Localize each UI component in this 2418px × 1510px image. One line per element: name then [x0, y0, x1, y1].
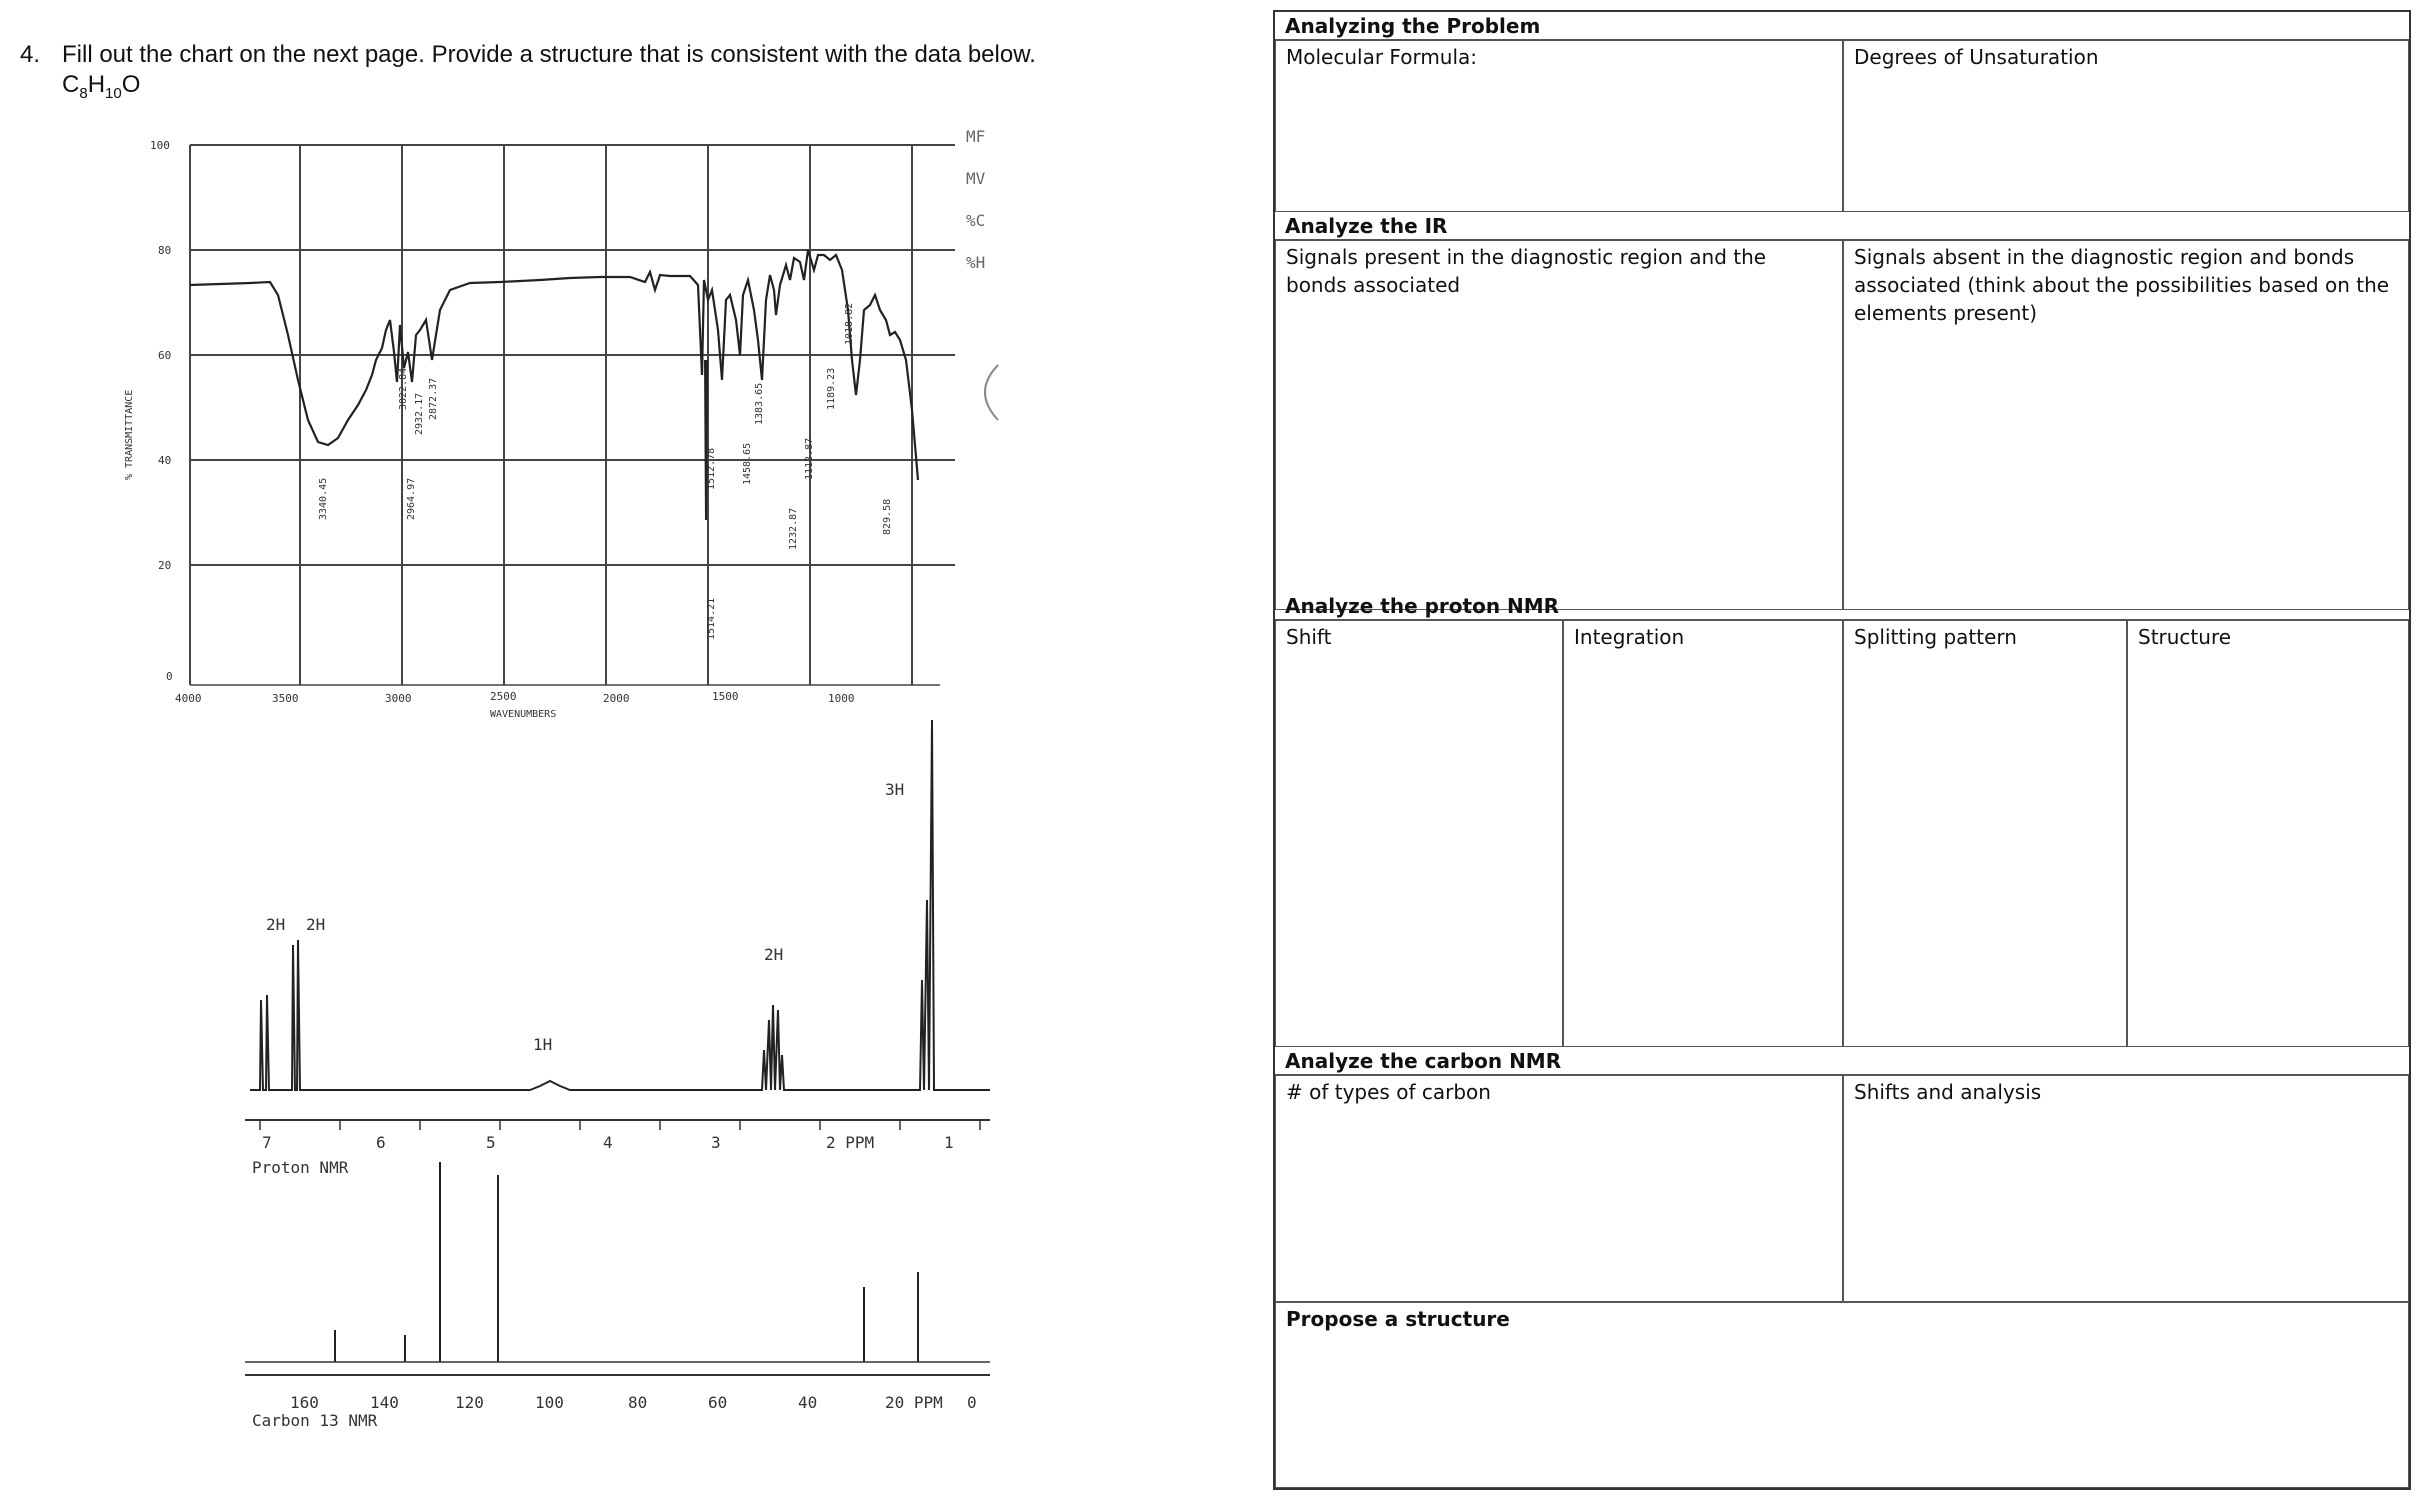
- ir-y-tick: 60: [158, 349, 172, 362]
- propose-structure-label: Propose a structure: [1286, 1307, 1510, 1331]
- integration-label: Integration: [1574, 625, 1685, 649]
- ir-y-tick: 20: [158, 559, 172, 572]
- proton-nmr: [230, 720, 1010, 1190]
- formula-h: H: [87, 71, 106, 98]
- ir-x-tick: 1500: [712, 690, 739, 703]
- molecular-formula: [62, 70, 140, 109]
- ir-peak-label: 2964.97: [406, 477, 417, 520]
- ir-side-label: MV: [966, 169, 986, 188]
- proton-x-tick: 4: [603, 1133, 613, 1152]
- splitting-cell[interactable]: [1843, 620, 2127, 1047]
- question-number: 4.: [20, 41, 41, 68]
- ir-peak-label: 3340.45: [318, 477, 329, 520]
- ir-peak-label: 2932.17: [414, 392, 425, 435]
- shift-cell[interactable]: [1275, 620, 1563, 1047]
- proton-x-tick: 1: [944, 1133, 954, 1152]
- molecular-formula-label: Molecular Formula:: [1286, 45, 1478, 69]
- propose-structure-cell[interactable]: [1275, 1302, 2409, 1488]
- proton-header: Analyze the proton NMR: [1275, 592, 2409, 620]
- analyzing-header: Analyzing the Problem: [1275, 12, 2409, 40]
- ir-x-tick: 2500: [490, 690, 517, 703]
- proton-ticks: [260, 1120, 980, 1130]
- ir-peak-label: 1112.87: [804, 437, 815, 480]
- ir-peak-label: 1232.87: [788, 507, 799, 550]
- carbon-x-ticks: [290, 1393, 977, 1412]
- ir-peak-label: 1383.65: [754, 382, 765, 425]
- question-text: Fill out the chart on the next page. Provide a structure that is consistent with the data below.: [62, 41, 1036, 68]
- proton-x-tick: 6: [376, 1133, 386, 1152]
- ir-side-label: MF: [966, 127, 986, 146]
- ir-peak-label: 1514.21: [706, 597, 717, 640]
- types-carbon-label: # of types of carbon: [1286, 1080, 1491, 1104]
- carbon-nmr: [230, 1150, 1010, 1440]
- ir-present-cell[interactable]: [1275, 240, 1843, 610]
- ir-x-tick: 4000: [175, 692, 202, 705]
- integration-label: 3H: [885, 780, 905, 799]
- ir-y-axis-label: % TRANSMITTANCE: [124, 389, 135, 480]
- types-carbon-cell[interactable]: [1275, 1075, 1843, 1302]
- ir-absent-cell[interactable]: [1843, 240, 2409, 610]
- carbon-x-tick: 100: [535, 1393, 564, 1412]
- ir-spectrum: [100, 120, 1000, 730]
- molecular-formula-cell[interactable]: [1275, 40, 1843, 212]
- ir-x-tick: 3500: [272, 692, 299, 705]
- ir-side-label: %H: [966, 253, 986, 272]
- formula-c-count: 8: [79, 84, 88, 102]
- formula-h-count: 10: [105, 84, 122, 102]
- proton-x-tick: 3: [711, 1133, 721, 1152]
- shifts-analysis-label: Shifts and analysis: [1854, 1080, 2042, 1104]
- ir-header: Analyze the IR: [1275, 212, 2409, 240]
- ir-peak-label: 1189.23: [826, 367, 837, 410]
- carbon-x-tick: 20 PPM: [885, 1393, 943, 1412]
- ir-x-axis-label: WAVENUMBERS: [490, 709, 557, 720]
- ir-present-label: Signals present in the diagnostic region and the bonds associated: [1286, 245, 1767, 297]
- integration-label: 2H: [306, 915, 326, 934]
- ir-peak-label: 1018.82: [844, 302, 855, 345]
- ir-absent-label: Signals absent in the diagnostic region and bonds associated (think about the possibilities based on the elements present): [1854, 245, 2390, 325]
- ir-cropped-paren: [985, 365, 998, 420]
- proton-integrations: [266, 780, 904, 1054]
- ir-side-labels: [966, 127, 986, 272]
- carbon-x-tick: 140: [370, 1393, 399, 1412]
- ir-y-tick: 100: [150, 139, 170, 152]
- carbon-x-tick: 120: [455, 1393, 484, 1412]
- proton-trace: [250, 720, 990, 1090]
- worksheet: [1273, 10, 2411, 1490]
- integration-label: 1H: [533, 1035, 553, 1054]
- carbon-x-tick: 40: [798, 1393, 818, 1412]
- structure-label: Structure: [2138, 625, 2232, 649]
- integration-label: 2H: [764, 945, 784, 964]
- carbon-header: Analyze the carbon NMR: [1275, 1047, 2409, 1075]
- ir-y-axis: [150, 139, 173, 683]
- integration-cell[interactable]: [1563, 620, 1843, 1047]
- ir-peak-label: 829.58: [882, 498, 893, 535]
- ir-dip-1514: [705, 360, 707, 520]
- carbon-peaks: [335, 1162, 918, 1362]
- ir-x-axis: [175, 690, 855, 705]
- carbon-x-tick: 60: [708, 1393, 728, 1412]
- degrees-unsaturation-label: Degrees of Unsaturation: [1854, 45, 2099, 69]
- proton-nmr-label: Proton NMR: [252, 1158, 349, 1177]
- proton-x-tick: 5: [486, 1133, 496, 1152]
- ir-grid: [190, 145, 955, 685]
- carbon-x-tick: 160: [290, 1393, 319, 1412]
- ir-peak-label: 2872.37: [428, 377, 439, 420]
- formula-o: O: [121, 71, 141, 98]
- ir-peak-label: 3022.84: [398, 367, 409, 410]
- ir-side-label: %C: [966, 211, 986, 230]
- carbon-x-tick: 0: [967, 1393, 977, 1412]
- shift-label: Shift: [1286, 625, 1332, 649]
- ir-y-tick: 0: [166, 670, 173, 683]
- ir-y-tick: 40: [158, 454, 172, 467]
- ir-peak-label: 1458.65: [742, 442, 753, 485]
- carbon-x-tick: 80: [628, 1393, 648, 1412]
- ir-y-tick: 80: [158, 244, 172, 257]
- ir-x-tick: 3000: [385, 692, 412, 705]
- proton-x-tick: 2 PPM: [826, 1133, 875, 1152]
- carbon-nmr-label: Carbon 13 NMR: [252, 1411, 378, 1430]
- ir-peak-label: 1512.78: [706, 447, 717, 490]
- degrees-unsaturation-cell[interactable]: [1843, 40, 2409, 212]
- formula-c: C: [62, 71, 80, 98]
- shifts-analysis-cell[interactable]: [1843, 1075, 2409, 1302]
- proton-x-tick: 7: [262, 1133, 272, 1152]
- integration-label: 2H: [266, 915, 286, 934]
- ir-x-tick: 1000: [828, 692, 855, 705]
- structure-cell[interactable]: [2127, 620, 2409, 1047]
- splitting-label: Splitting pattern: [1854, 625, 2017, 649]
- ir-x-tick: 2000: [603, 692, 630, 705]
